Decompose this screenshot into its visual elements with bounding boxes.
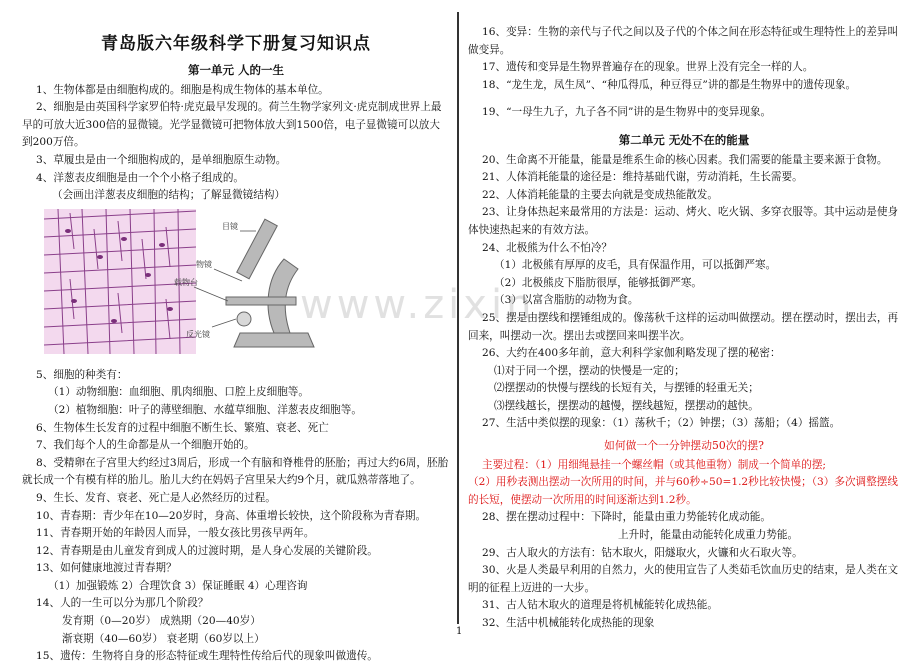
paragraph: 渐衰期（40—60岁） 衰老期（60岁以上） <box>62 632 265 645</box>
paragraph: 14、人的一生可以分为那几个阶段？ <box>36 597 209 610</box>
paragraph: 21、人体消耗能量的途径是：维持基础代谢，劳动消耗，生长需要。 <box>482 171 803 184</box>
watermark: www.zixin <box>300 282 536 328</box>
paragraph: 24、北极熊为什么不怕冷？ <box>482 241 613 254</box>
paragraph: 1、生物体都是由细胞构成的。细胞是构成生物体的基本单位。 <box>36 83 329 96</box>
paragraph: 28、摆在摆动过程中：下降时，能量由重力势能转化成动能。 <box>482 511 771 524</box>
paragraph: 11、青春期开始的年龄因人而异，一般女孩比男孩早两年。 <box>36 527 315 540</box>
pendulum-task-step2: （2）用秒表测出摆动一次所用的时间，并与60秒÷50=1.2秒比较快慢；（3）多次调整摆线的长短，使摆动一次所用的时间逐渐达到1.2秒。 <box>468 476 898 506</box>
eyepiece-label: 目镜 <box>222 221 238 231</box>
paragraph: 26、大约在400多年前，意大利科学家伽利略发现了摆的秘密： <box>482 347 781 360</box>
paragraph: 2、细胞是由英国科学家罗伯特·虎克最早发现的。荷兰生物学家列文·虎克制成世界上最早的可放大近300倍的显微镜。光学显微镜可把物体放大到1500倍，电子显微镜可以放大到200万倍。 <box>22 101 442 149</box>
paragraph: （1）北极熊有厚厚的皮毛，具有保温作用，可以抵御严寒。 <box>494 259 777 272</box>
paragraph: 8、受精卵在子宫里大约经过3周后，形成一个有脑和脊椎骨的胚胎；再过大约6周，胚胎就长成一个有模有样的胎儿。胎儿大约在妈妈子宫里呆大约9个月，就瓜熟蒂落地了。 <box>22 456 449 487</box>
paragraph: 5、细胞的种类有： <box>36 368 128 381</box>
paragraph: （2）北极熊皮下脂肪很厚，能够抵御严寒。 <box>494 276 703 289</box>
paragraph: 发育期（0—20岁） 成熟期（20—40岁） <box>62 615 261 628</box>
left-column <box>22 22 450 666</box>
paragraph: （3）以富含脂肪的动物为食。 <box>494 294 639 307</box>
stage-label: 物镜 <box>196 259 212 269</box>
paragraph: 3、草履虫是由一个细胞构成的，是单细胞原生动物。 <box>36 153 287 166</box>
document-title: 青岛版六年级科学下册复习知识点 <box>101 34 371 54</box>
slide-label: 载物台 <box>174 277 198 287</box>
paragraph: ⑴对于同一个摆，摆动的快慢是一定的； <box>494 364 685 377</box>
unit2-heading: 第二单元 无处不在的能量 <box>618 132 750 147</box>
paragraph: 13、如何健康地渡过青春期？ <box>36 562 177 575</box>
paragraph: 19、“一母生九子，九子各不同”讲的是生物界中的变异现象。 <box>482 106 772 119</box>
paragraph-note: （会画出洋葱表皮细胞的结构；了解显微镜结构） <box>52 189 286 202</box>
paragraph: 25、摆是由摆线和摆锤组成的。像荡秋千这样的运动叫做摆动。摆在摆动时，摆出去，再回来，叫摆动一次。摆出去或摆回来叫摆半次。 <box>468 311 899 342</box>
paragraph: （1）加强锻炼 2）合理饮食 3）保证睡眠 4）心理咨询 <box>48 579 308 592</box>
paragraph: 32、生活中机械能转化成热能的现象 <box>482 617 655 629</box>
paragraph: 29、古人取火的方法有：钻木取火，阳燧取火，火镰和火石取火等。 <box>482 546 803 559</box>
paragraph: 7、我们每个人的生命都是从一个细胞开始的。 <box>36 439 255 452</box>
paragraph: 20、生命离不开能量，能量是维系生命的核心因素。我们需要的能量主要来源于食物。 <box>482 153 888 166</box>
paragraph: 12、青春期是由儿童发育到成人的过渡时期，是人身心发展的关键阶段。 <box>36 544 378 557</box>
unit1-heading: 第一单元 人的一生 <box>187 63 284 77</box>
page-number: 1 <box>456 626 463 637</box>
paragraph: 22、人体消耗能量的主要去向就是变成热能散发。 <box>482 188 718 201</box>
paragraph: （1）动物细胞：血细胞、肌肉细胞、口腔上皮细胞等。 <box>48 386 309 399</box>
pendulum-task-step1: 主要过程：（1）用细绳悬挂一个螺丝帽（或其他重物）制成一个简单的摆; <box>482 458 827 471</box>
right-column <box>468 24 900 633</box>
paragraph: ⑶摆线越长，摆摆动的越慢，摆线越短，摆摆动的越快。 <box>494 399 759 412</box>
paragraph: 10、青春期：青少年在10—20岁时，身高、体重增长较快，这个阶段称为青春期。 <box>36 509 427 522</box>
paragraph: 4、洋葱表皮细胞是由一个个小格子组成的。 <box>36 171 245 184</box>
pendulum-task-title: 如何做一个一分钟摆动50次的摆? <box>604 439 764 453</box>
paragraph: 31、古人钻木取火的道理是将机械能转化成热能。 <box>482 599 718 612</box>
paragraph: 17、遗传和变异是生物界普遍存在的现象。世界上没有完全一样的人。 <box>482 61 814 74</box>
paragraph: 9、生长、发育、衰老、死亡是人必然经历的过程。 <box>36 491 276 504</box>
paragraph: 16、变异：生物的亲代与子代之间以及子代的个体之间在形态特征或生理特性上的差异叫做变异。 <box>468 26 899 56</box>
paragraph: 18、“龙生龙，凤生凤”、“种瓜得瓜，种豆得豆”讲的都是生物界中的遗传现象。 <box>482 78 857 91</box>
mirror-label: 反光镜 <box>186 329 210 339</box>
paragraph: 30、火是人类最早利用的自然力，火的使用宣告了人类茹毛饮血历史的结束，是人类在文明的征程上迈进的一大步。 <box>468 564 899 594</box>
paragraph: 23、让身体热起来最常用的方法是：运动、烤火、吃火锅、多穿衣服等。其中运动是使身体快速热起来的有效方法。 <box>468 206 899 236</box>
paragraph: （2）植物细胞：叶子的薄壁细胞、水蕴草细胞、洋葱表皮细胞等。 <box>48 403 362 416</box>
paragraph: ⑵摆摆动的快慢与摆线的长短有关，与摆锤的轻重无关； <box>494 382 759 395</box>
paragraph: 6、生物体生长发育的过程中细胞不断生长、繁殖、衰老、死亡 <box>36 421 329 434</box>
paragraph: 27、生活中类似摆的现象：（1）荡秋千；（2）钟摆；（3）荡船；（4）摇篮。 <box>482 417 841 430</box>
paragraph: 上升时，能量由动能转化成重力势能。 <box>618 529 799 542</box>
paragraph: 15、遗传：生物将自身的形态特征或生理特性传给后代的现象叫做遗传。 <box>36 650 378 663</box>
